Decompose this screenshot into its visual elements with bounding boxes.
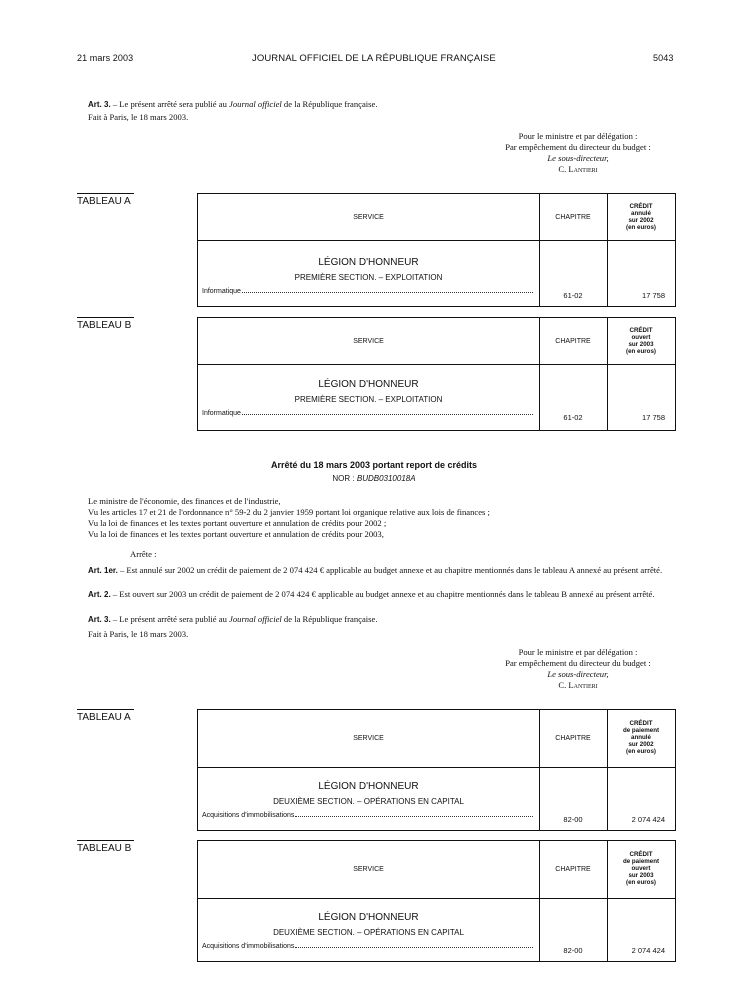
arrete-label: Arrête : — [130, 549, 157, 559]
visa-line: Vu les articles 17 et 21 de l'ordonnance n° 59-2 du 2 janvier 1959 portant loi organique relative aux lois de finances ; — [88, 507, 490, 517]
chapitre-value: 61-02 — [563, 413, 583, 422]
tableau-label: TABLEAU A — [77, 709, 134, 723]
credit-table — [197, 840, 676, 962]
col-header-credit: CRÉDIT de paiement annulé sur 2002 (en euros) — [622, 720, 660, 755]
col-header-chapitre: CHAPITRE — [555, 735, 591, 742]
signature-block-first: Pour le ministre et par délégation : Par empêchement du directeur du budget : Le sous-directeur, C. Lantieri — [505, 131, 651, 174]
signature-block-second: Pour le ministre et par délégation : Par empêchement du directeur du budget : Le sous-directeur, C. Lantieri — [505, 647, 651, 690]
header-date: 21 mars 2003 — [77, 53, 134, 63]
section-subtitle: DEUXIÈME SECTION. – OPÉRATIONS EN CAPITAL — [273, 928, 464, 937]
visa-line: Le ministre de l'économie, des finances et de l'industrie, — [88, 496, 281, 506]
amount-value: 17 758 — [642, 413, 665, 422]
tableau-label: TABLEAU B — [77, 840, 134, 854]
amount-value: 2 074 424 — [631, 815, 665, 824]
col-header-credit: CRÉDIT annulé sur 2002 (en euros) — [626, 203, 656, 231]
article-1: Art. 1er. – Est annulé sur 2002 un crédit de paiement de 2 074 424 € applicable au budget annexe et au chapitre mentionnés dans le tableau A annexé au présent arrêté. — [88, 565, 663, 575]
section-subtitle: PREMIÈRE SECTION. – EXPLOITATION — [294, 395, 443, 404]
section-title: LÉGION D'HONNEUR — [318, 912, 419, 923]
col-header-service: SERVICE — [353, 338, 384, 345]
col-header-credit: CRÉDIT de paiement ouvert sur 2003 (en euros) — [622, 851, 660, 886]
budget-line-item: Informatique — [202, 410, 535, 417]
chapitre-value: 82-00 — [563, 815, 583, 824]
section-title: LÉGION D'HONNEUR — [318, 257, 419, 268]
visa-line: Vu la loi de finances et les textes portant ouverture et annulation de crédits pour 2002 ; — [88, 518, 387, 528]
article-3-second: Art. 3. – Le présent arrêté sera publié au Journal officiel de la République française. — [88, 614, 378, 624]
credit-table — [197, 193, 676, 307]
col-header-service: SERVICE — [353, 866, 384, 873]
section-title: LÉGION D'HONNEUR — [318, 781, 419, 792]
section-subtitle: PREMIÈRE SECTION. – EXPLOITATION — [294, 273, 443, 282]
budget-line-item: Acquisitions d'immobilisations — [202, 812, 535, 819]
tableau-label: TABLEAU B — [77, 317, 134, 331]
budget-line-item: Informatique — [202, 288, 535, 295]
credit-table — [197, 709, 676, 831]
fait-a-paris-first: Fait à Paris, le 18 mars 2003. — [88, 112, 189, 122]
page-number: 5043 — [653, 53, 674, 63]
decree-title: Arrêté du 18 mars 2003 portant report de crédits — [270, 460, 478, 470]
col-header-credit: CRÉDIT ouvert sur 2003 (en euros) — [626, 327, 656, 355]
nor-reference: NOR : BUDB0310018A — [332, 474, 416, 483]
visa-line: Vu la loi de finances et les textes portant ouverture et annulation de crédits pour 2003, — [88, 529, 384, 539]
amount-value: 2 074 424 — [631, 946, 665, 955]
section-subtitle: DEUXIÈME SECTION. – OPÉRATIONS EN CAPITAL — [273, 797, 464, 806]
journal-title: JOURNAL OFFICIEL DE LA RÉPUBLIQUE FRANÇAISE — [252, 53, 496, 64]
article-3-first: Art. 3. – Le présent arrêté sera publié au Journal officiel de la République française. — [88, 99, 378, 109]
amount-value: 17 758 — [642, 291, 665, 300]
tableau-label: TABLEAU A — [77, 193, 134, 207]
col-header-chapitre: CHAPITRE — [555, 338, 591, 345]
section-title: LÉGION D'HONNEUR — [318, 379, 419, 390]
col-header-chapitre: CHAPITRE — [555, 214, 591, 221]
chapitre-value: 82-00 — [563, 946, 583, 955]
col-header-service: SERVICE — [353, 735, 384, 742]
chapitre-value: 61-02 — [563, 291, 583, 300]
budget-line-item: Acquisitions d'immobilisations — [202, 943, 535, 950]
article-2: Art. 2. – Est ouvert sur 2003 un crédit de paiement de 2 074 424 € applicable au budget annexe et au chapitre mentionnés dans le tableau B annexé au présent arrêté. — [88, 589, 655, 599]
credit-table — [197, 317, 676, 431]
col-header-service: SERVICE — [353, 214, 384, 221]
col-header-chapitre: CHAPITRE — [555, 866, 591, 873]
fait-a-paris-second: Fait à Paris, le 18 mars 2003. — [88, 629, 189, 639]
